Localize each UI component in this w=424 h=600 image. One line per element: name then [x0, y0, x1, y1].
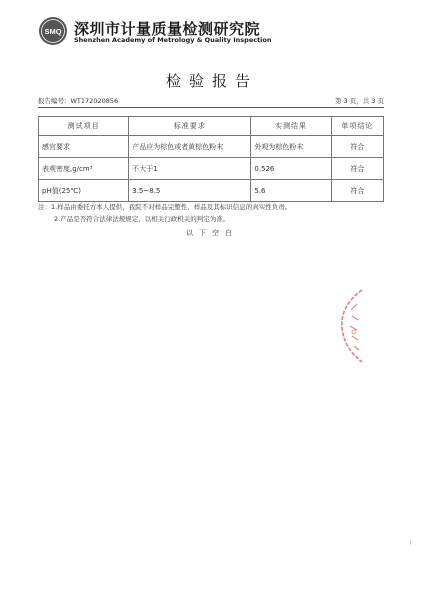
smq-logo	[38, 16, 68, 46]
cell-requirement: 产品应为棕色或者黄棕色粉末	[129, 136, 251, 158]
cell-requirement: 不大于1	[129, 158, 251, 180]
cell-result: 5.6	[251, 180, 331, 202]
official-seal-stamp	[332, 286, 376, 366]
note-2: 2.产品是否符合法律法规规定，以相关行政机关的判定为准。	[54, 215, 230, 223]
header-divider	[38, 107, 384, 108]
cell-item: pH值(25℃)	[39, 180, 129, 202]
table-row	[39, 136, 384, 158]
cell-conclusion: 符合	[331, 158, 383, 180]
document-title: 检验报告	[165, 72, 258, 90]
org-name-cn: 深圳市计量质量检测研究院	[74, 20, 261, 38]
logo-text: SMQ	[44, 27, 62, 36]
header-conclusion: 单项结论	[331, 117, 383, 136]
report-number: 报告编号：WT172020856	[38, 97, 119, 105]
cell-conclusion: 符合	[331, 136, 383, 158]
page-number: 第 3 页，共 3 页	[334, 97, 384, 105]
table-row	[39, 158, 384, 180]
cell-requirement: 3.5~8.5	[129, 180, 251, 202]
header-result: 实测结果	[251, 117, 331, 136]
notes-section	[38, 201, 388, 225]
header-test-item: 测试项目	[39, 117, 129, 136]
cell-item: 感官要求	[39, 136, 129, 158]
cell-conclusion: 符合	[331, 180, 383, 202]
table-row	[39, 180, 384, 202]
results-table	[38, 116, 384, 202]
cell-result: 外观为棕色粉末	[251, 136, 331, 158]
cell-item: 表观密度,g/cm³	[39, 158, 129, 180]
table-header-row	[39, 117, 384, 136]
blank-below-marker: 以下空白	[186, 229, 238, 237]
edge-mark: ‖	[408, 540, 413, 545]
header-requirement: 标准要求	[129, 117, 251, 136]
cell-result: 0.526	[251, 158, 331, 180]
org-name-en: Shenzhen Academy of Metrology & Quality Inspection	[74, 36, 272, 44]
note-1: 注：1.样品由委托方本人提供，我院不对样品完整性、样品及其标识信息的真实性负责。	[38, 203, 292, 211]
report-header	[38, 16, 378, 52]
